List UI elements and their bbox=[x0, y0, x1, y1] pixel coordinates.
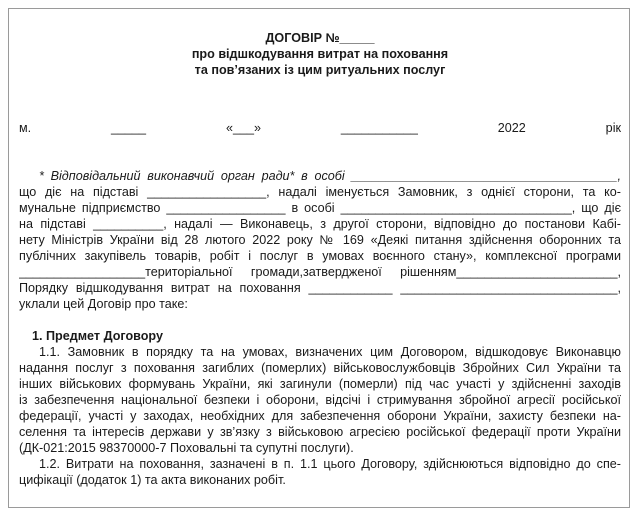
clause-1-1-line-7: (ДК-021:2015 98370000-7 Поховальні та супутні послуги). bbox=[19, 441, 354, 455]
clause-1-2-line-2: цифікації (додаток 1) та акта виконаних робіт. bbox=[19, 473, 286, 487]
clause-1-1-line-3: інших військових формувань України, які загинули (померли) під час участі у здійсненні заходів bbox=[19, 377, 621, 391]
clause-1-1-line-1: 1.1. Замовник в порядку та на умовах, визначених цим Договором, відшкодовує Виконавцю bbox=[39, 345, 621, 359]
preamble-line-6: публічних закупівель товарів, робіт і послуг в умовах воєнного стану», комплексної програми bbox=[19, 249, 621, 263]
document-body bbox=[19, 120, 621, 488]
clause-1-1-line-5: федерації, участі у заходах, необхідних для забезпечення оборони України, захисту безпеки на- bbox=[19, 409, 621, 423]
date-field: «___» ___________ 2022 рік bbox=[225, 121, 621, 135]
document-title bbox=[0, 30, 640, 78]
preamble-line-3: мунальне підприємство _________________ в особі _________________________________, що діє bbox=[19, 201, 621, 215]
preamble-line-5: нету Міністрів України від 28 лютого 2022 року № 169 «Деякі питання здійснення оборонних та bbox=[19, 233, 621, 247]
clause-1-1-line-2: надання послуг з поховання загиблих (померлих) військовослужбовців Збройних Сил України та bbox=[19, 361, 621, 375]
title-line-2: про відшкодування витрат на поховання bbox=[191, 47, 449, 61]
preamble-line-9: уклали цей Договір про таке: bbox=[19, 297, 188, 311]
preamble-line-2: що діє на підставі _________________, надалі іменується Замовник, з однієї сторони, та ко- bbox=[19, 185, 621, 199]
preamble-line-8: Порядку відшкодування витрат на поховання ____________ _______________________________, bbox=[19, 281, 621, 295]
place-date-row bbox=[19, 120, 621, 136]
clause-1-2-line-1: 1.2. Витрати на поховання, зазначені в п. 1.1 цього Договору, здійснюються відповідно до спе- bbox=[39, 457, 621, 471]
clause-1-1-line-6: селення та інтересів держави у зв’язку з військовою агресією російської федерації проти України bbox=[19, 425, 621, 439]
title-line-3: та пов’язаних із цим ритуальних послуг bbox=[194, 63, 446, 77]
title-line-1: ДОГОВІР №_____ bbox=[265, 31, 375, 45]
clause-1-1-line-4: із забезпечення національної безпеки і оборони, відсічі і стримування збройної агресії російської bbox=[19, 393, 621, 407]
preamble-line-1: * Відповідальний виконавчий орган ради* в особі ______________________________________, bbox=[39, 169, 621, 183]
preamble-line-4: на підставі __________, надалі — Виконавець, з другої сторони, відповідно до постанови Кабі- bbox=[19, 217, 621, 231]
section-1-heading: 1. Предмет Договору bbox=[32, 329, 163, 343]
preamble-line-7: __________________територіальної громади,затвердженої рішенням_______________________, bbox=[19, 265, 621, 279]
place-field: м. _____ bbox=[19, 121, 147, 135]
